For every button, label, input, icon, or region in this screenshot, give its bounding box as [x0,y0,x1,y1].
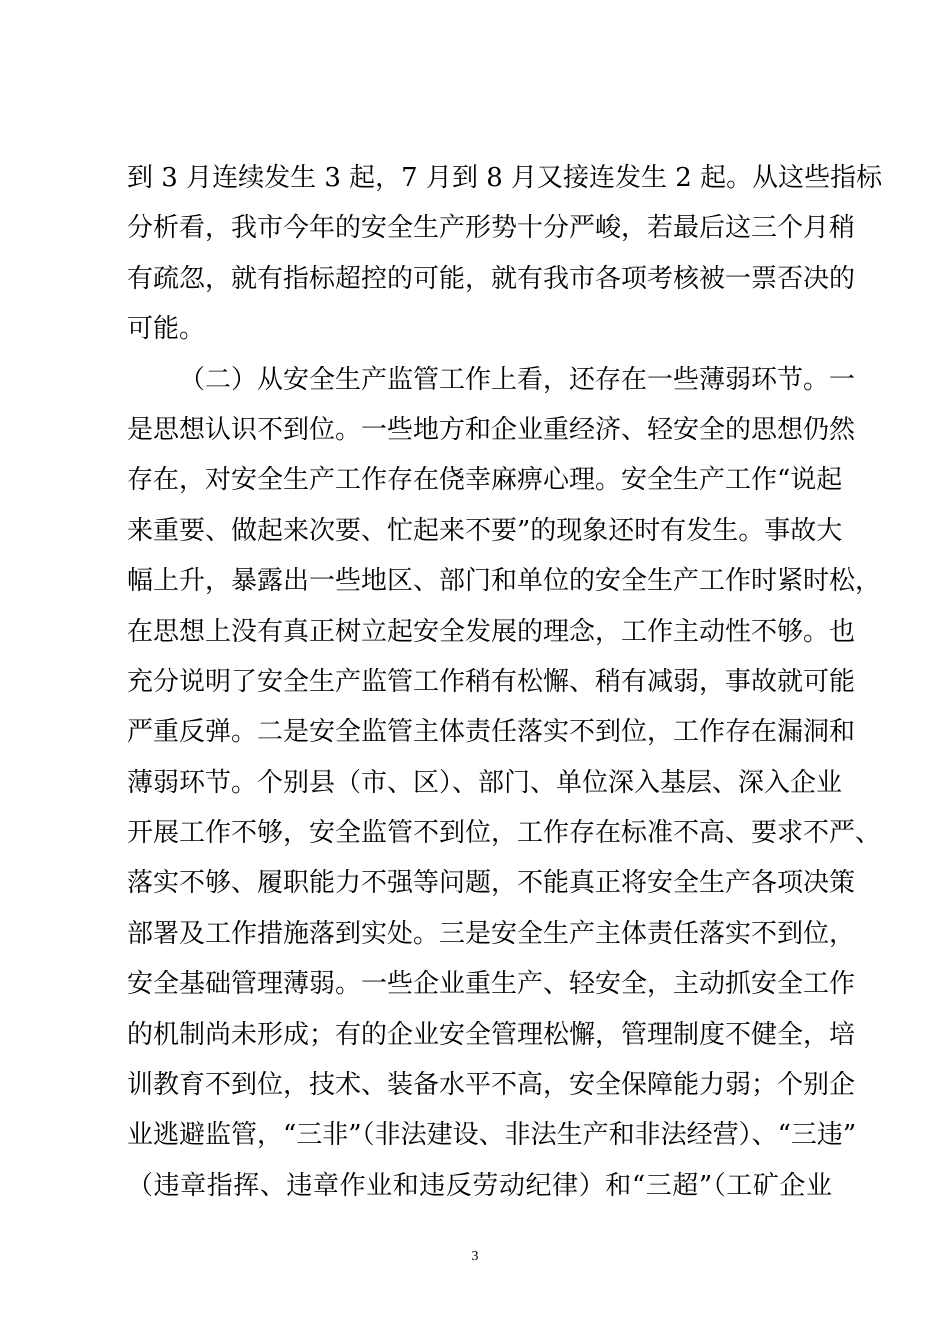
text-line: 业逃避监管，“三非”（非法建设、非法生产和非法经营）、“三违” [127,1120,857,1151]
paragraph-1 [127,153,883,355]
text-line: 是思想认识不到位。一些地方和企业重经济、轻安全的思想仍然 [127,414,856,445]
text-line: 存在，对安全生产工作存在侥幸麻痹心理。安全生产工作“说起 [127,465,843,496]
text-line: 部署及工作措施落到实处。三是安全生产主体责任落实不到位， [127,918,856,949]
paragraph-2 [127,355,882,1212]
text-line: 可能。 [127,314,206,345]
text-line: 训教育不到位，技术、装备水平不高，安全保障能力弱；个别企 [127,1070,856,1101]
text-line: 的机制尚未形成；有的企业安全管理松懈，管理制度不健全，培 [127,1019,856,1050]
text-line: 充分说明了安全生产监管工作稍有松懈、稍有减弱，事故就可能 [127,666,856,697]
text-line: 落实不够、履职能力不强等问题，不能真正将安全生产各项决策 [127,868,856,899]
text-line: 幅上升，暴露出一些地区、部门和单位的安全生产工作时紧时松， [127,566,882,597]
text-line: 安全基础管理薄弱。一些企业重生产、轻安全，主动抓安全工作 [127,969,856,1000]
body-text [127,153,883,1211]
text-line: 来重要、做起来次要、忙起来不要”的现象还时有发生。事故大 [127,515,843,546]
text-line: 开展工作不够，安全监管不到位，工作存在标准不高、要求不严、 [127,818,882,849]
text-line: 薄弱环节。个别县（市、区）、部门、单位深入基层、深入企业 [127,767,843,798]
text-line: 分析看，我市今年的安全生产形势十分严峻，若最后这三个月稍 [127,213,856,244]
text-line: 在思想上没有真正树立起安全发展的理念，工作主动性不够。也 [127,616,856,647]
text-line: （违章指挥、违章作业和违反劳动纪律）和“三超”（工矿企业 [127,1170,832,1201]
page-number: 3 [471,1249,479,1264]
text-line: （二）从安全生产监管工作上看，还存在一些薄弱环节。一 [179,364,856,395]
text-line: 到 3 月连续发生 3 起，7 月到 8 月又接连发生 2 起。从这些指标 [127,163,883,193]
text-line: 严重反弹。二是安全监管主体责任落实不到位，工作存在漏洞和 [127,717,856,748]
text-line: 有疏忽，就有指标超控的可能，就有我市各项考核被一票否决的 [127,263,856,294]
